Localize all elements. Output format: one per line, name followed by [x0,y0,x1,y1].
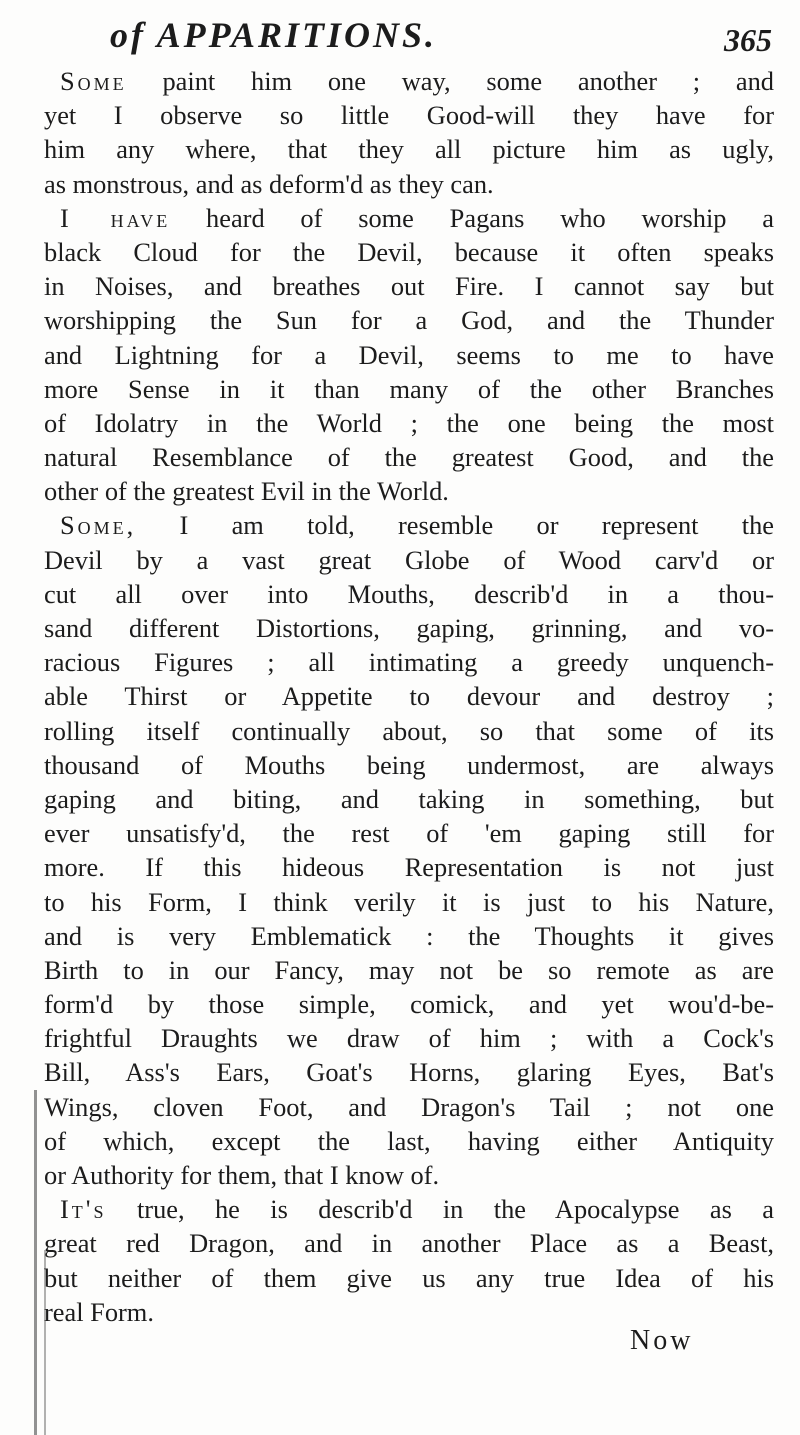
text-line: and is very Emblematick : the Thoughts it gives [44,920,774,951]
text-line: rolling itself continually about, so that some of its [44,715,774,746]
text-line: racious Figures ; all intimating a greedy unquench- [44,647,774,678]
text-line: but neither of them give us any true Idea of his [44,1262,774,1293]
text-line: Birth to in our Fancy, may not be so remote as are [44,954,774,985]
text-line: ever unsatisfy'd, the rest of 'em gaping still for [44,818,774,849]
paragraph-lead: It's [60,1194,107,1225]
text-line: of which, except the last, having either Antiquity [44,1125,774,1156]
text-line: cut all over into Mouths, describ'd in a thou- [44,578,774,609]
paragraph-lead: I have [60,202,171,233]
text-line: able Thirst or Appetite to devour and destroy ; [44,681,774,712]
text-line: yet I observe so little Good-will they have for [44,100,774,131]
text-line: other of the greatest Evil in the World. [44,476,449,507]
text-line: gaping and biting, and taking in something, but [44,783,774,814]
paragraph-lead: Some [60,66,127,96]
text-line [44,64,774,98]
text-line: him any where, that they all picture him as ugly, [44,134,774,165]
text-line: of Idolatry in the World ; the one being the most [44,407,774,438]
text-line: and Lightning for a Devil, seems to me to have [44,339,774,370]
text-line: Wings, cloven Foot, and Dragon's Tail ; not one [44,1091,774,1122]
text-line [44,508,774,542]
line-text: I am told, resemble or represent the [136,510,774,541]
text-line: to his Form, I think verily it is just to his Nature, [44,886,774,917]
text-line: black Cloud for the Devil, because it often speaks [44,236,774,267]
text-line: natural Resemblance of the greatest Good, and the [44,442,774,473]
text-line: frightful Draughts we draw of him ; with a Cock's [44,1023,774,1054]
text-line: great red Dragon, and in another Place as a Beast, [44,1228,774,1259]
catchword: Now [630,1325,694,1356]
page-number: 365 [724,22,772,58]
paragraph-lead: Some, [60,510,137,541]
text-line: thousand of Mouths being undermost, are always [44,749,774,780]
line-text: true, he is describ'd in the Apocalypse as a [106,1194,774,1225]
line-text: heard of some Pagans who worship a [170,202,774,233]
text-line: more. If this hideous Representation is not just [44,852,774,883]
running-head [110,14,800,70]
text-line: in Noises, and breathes out Fire. I cannot say but [44,271,774,302]
margin-shadow [34,1090,37,1435]
text-line: more Sense in it than many of the other Branches [44,373,774,404]
margin-shadow-inner [44,1250,46,1435]
line-text: paint him one way, some another ; and [126,66,774,96]
text-line [44,1192,774,1226]
text-line: or Authority for them, that I know of. [44,1160,440,1190]
text-line [44,201,774,235]
text-line: form'd by those simple, comick, and yet wou'd-be- [44,989,774,1020]
text-line: Bill, Ass's Ears, Goat's Horns, glaring Eyes, Bat's [44,1057,774,1088]
text-line: as monstrous, and as deform'd as they can. [44,168,494,199]
text-line: real Form. [44,1296,154,1327]
text-line: worshipping the Sun for a God, and the Thunder [44,305,774,336]
text-line: sand different Distortions, gaping, grinning, and vo- [44,613,774,643]
running-title: of APPARITIONS. [110,15,438,55]
body-text [44,64,774,1329]
text-line: Devil by a vast great Globe of Wood carv'd or [44,544,774,575]
